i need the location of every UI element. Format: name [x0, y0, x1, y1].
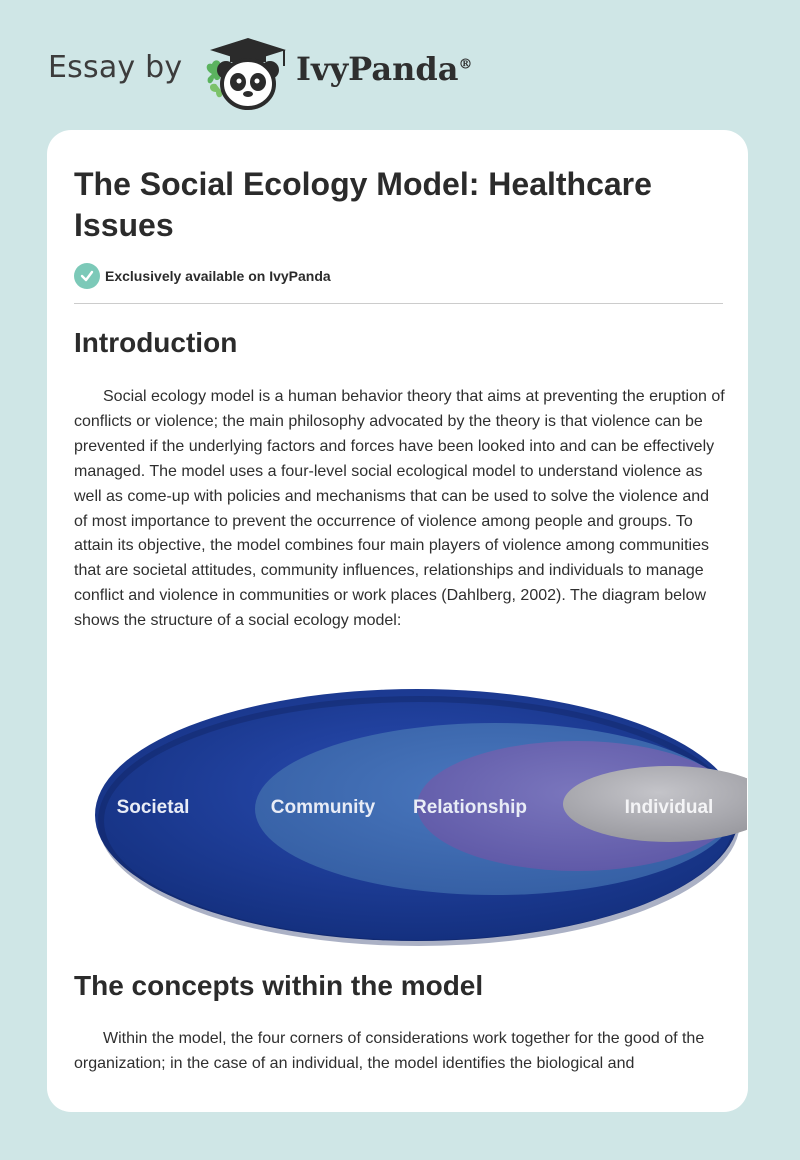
ivypanda-wordmark[interactable] [296, 50, 472, 88]
title-divider [74, 303, 723, 304]
brand-name-text: IvyPanda [296, 50, 459, 88]
check-icon [74, 263, 100, 289]
label-community: Community [270, 797, 376, 818]
essay-by-label: Essay by [48, 50, 183, 85]
section-paragraph-concepts: Within the model, the four corners of considerations work together for the good of the organization; in the case of an individual, the model identifies the biological and [74, 1030, 705, 1072]
site-header [48, 34, 508, 114]
panda-logo-icon[interactable] [200, 34, 296, 114]
exclusive-badge [74, 263, 331, 289]
section-heading-introduction: Introduction [74, 327, 238, 358]
label-individual: Individual [624, 797, 714, 818]
label-societal: Societal [116, 797, 190, 818]
registered-mark: ® [458, 56, 473, 73]
exclusive-badge-text: Exclusively available on IvyPanda [105, 268, 331, 284]
section-paragraph-introduction: Social ecology model is a human behavior theory that aims at preventing the eruption of conflicts or violence; the main philosophy advocated by the theory is that violence can be prevented if the underlying factors and forces have been looked into and can be effectively managed. The model uses a four-level social ecological model to understand violence as well as come-up with policies and mechanisms that can be used to solve the violence and of most importance to prevent the occurrence of violence among people and groups. To attain its objective, the model combines four main players of violence among communities that are societal attitudes, community influences, relationships and individuals to manage conflict and violence in communities or work places (Dahlberg, 2002). The diagram below shows the structure of a social ecology model: [74, 388, 725, 630]
label-relationship: Relationship [412, 797, 528, 818]
page-title: The Social Ecology Model: Healthcare Issues [74, 166, 652, 243]
article-card [47, 130, 748, 1112]
social-ecology-diagram [87, 671, 747, 951]
section-heading-concepts: The concepts within the model [74, 970, 484, 1001]
